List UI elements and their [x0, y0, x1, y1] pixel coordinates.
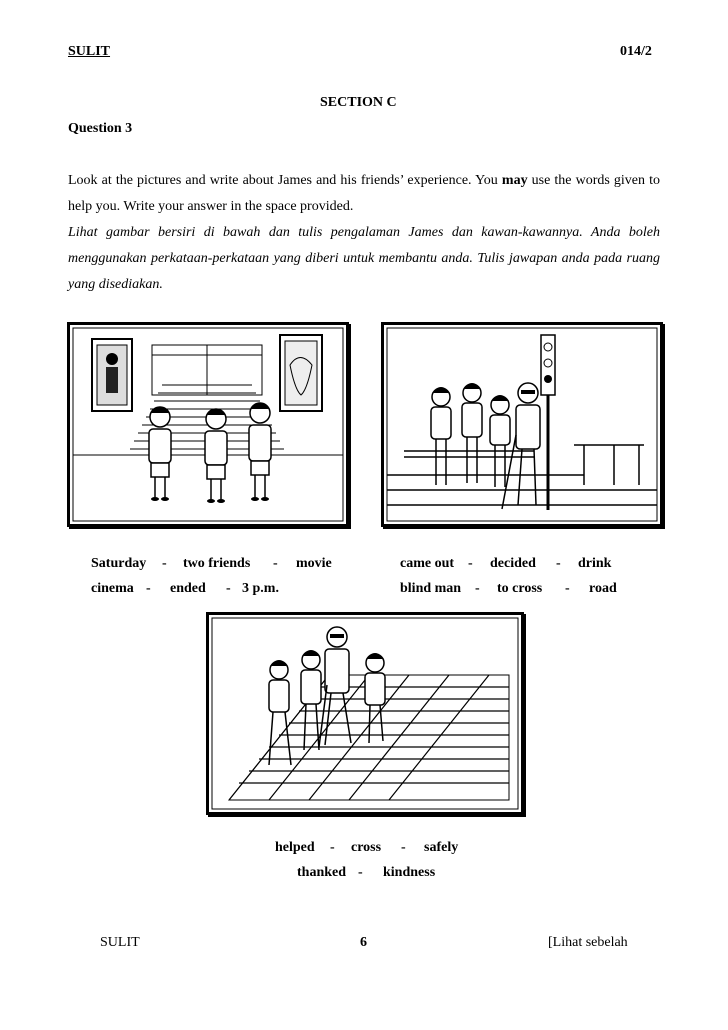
picture-2-words-line-2 — [393, 565, 617, 597]
word-safely: safely — [424, 840, 459, 855]
word-3pm: 3 p.m. — [242, 581, 279, 596]
page-number: 6 — [360, 935, 367, 950]
instructions-malay: Lihat gambar bersiri di bawah dan tulis pengalaman James dan kawan-kawannya. Anda boleh menggunakan perkataan-perkataan yang diberi untuk membantu anda. Tulis jawapan anda pada ruang yang disediakan. — [68, 225, 660, 292]
footer-left-label: SULIT — [100, 935, 140, 950]
picture-2-illustration — [384, 325, 660, 524]
header-left-label: SULIT — [68, 44, 111, 59]
word-helped: helped — [275, 840, 315, 855]
word-cinema: cinema — [91, 581, 134, 596]
picture-1-cinema — [67, 322, 349, 527]
word-came-out: came out — [400, 556, 455, 571]
word-separator: - — [162, 556, 167, 571]
word-separator: - — [358, 865, 363, 880]
picture-2-roadside — [381, 322, 663, 527]
instructions-english — [68, 168, 660, 220]
word-separator: - — [401, 840, 406, 855]
word-drink: drink — [578, 556, 612, 571]
question-label: Question 3 — [68, 121, 133, 136]
footer-turn-over: [Lihat sebelah — [548, 935, 628, 950]
picture-1-illustration — [70, 325, 346, 524]
word-separator: - — [146, 581, 151, 596]
word-two-friends: two friends — [183, 556, 251, 571]
header-paper-code: 014/2 — [620, 44, 652, 59]
picture-3-words-line-2 — [290, 849, 436, 881]
word-to-cross: to cross — [497, 581, 543, 596]
word-separator: - — [330, 840, 335, 855]
picture-3-crossing — [206, 612, 524, 815]
word-ended: ended — [170, 581, 206, 596]
word-saturday: Saturday — [91, 556, 147, 571]
word-blind-man: blind man — [400, 581, 462, 596]
word-road: road — [589, 581, 617, 596]
instructions-en-may: may — [501, 173, 528, 188]
word-separator: - — [556, 556, 561, 571]
word-decided: decided — [490, 556, 536, 571]
word-kindness: kindness — [383, 865, 436, 880]
section-title: SECTION C — [320, 95, 397, 110]
instructions-en-part1: Look at the pictures and write about James and his friends’ experience. You — [68, 173, 502, 188]
word-cross: cross — [351, 840, 382, 855]
picture-1-words-line-2 — [84, 565, 279, 597]
word-separator: - — [226, 581, 231, 596]
word-movie: movie — [296, 556, 332, 571]
instructions-en-part2: use the words given to help you. Write your answer in the space provided. — [68, 173, 661, 214]
picture-3-illustration — [209, 615, 521, 812]
word-separator: - — [565, 581, 570, 596]
word-thanked: thanked — [297, 865, 347, 880]
word-separator: - — [475, 581, 480, 596]
word-separator: - — [273, 556, 278, 571]
word-separator: - — [468, 556, 473, 571]
